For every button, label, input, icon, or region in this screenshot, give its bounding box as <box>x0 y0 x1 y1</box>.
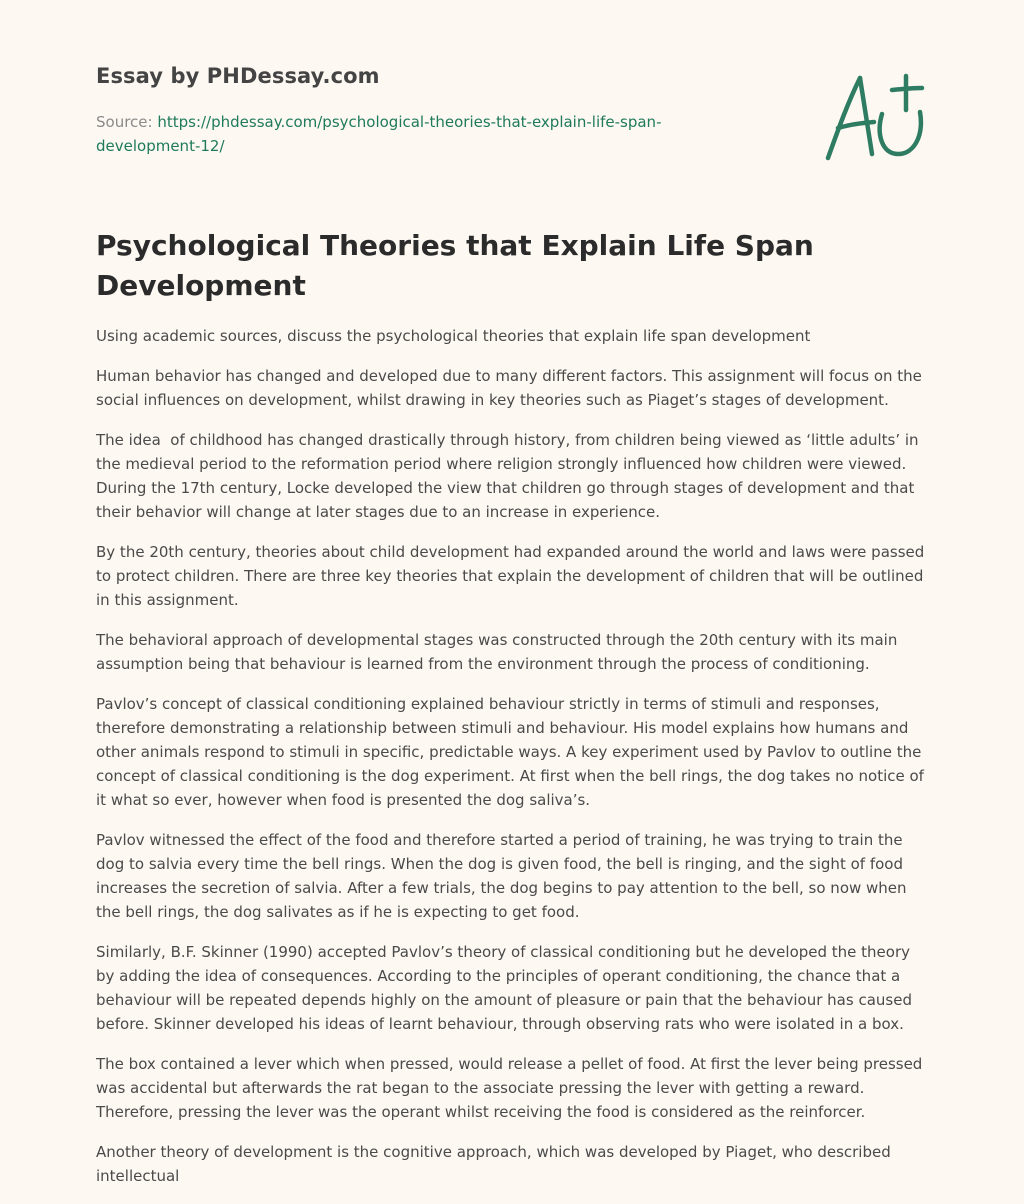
source-line <box>96 110 696 158</box>
paragraph: Pavlov witnessed the effect of the food and therefore started a period of training, he was trying to train the dog to salvia every time the bell rings. When the dog is given food, the bell is ringing, and the sight of food increases the secretion of salvia. After a few trials, the dog begins to pay attention to the bell, so now when the bell rings, the dog salivates as if he is expecting to get food. <box>96 831 912 921</box>
paragraph: Another theory of development is the cognitive approach, which was developed by Piaget, who described intellectual <box>96 1143 896 1185</box>
paragraph: By the 20th century, theories about child development had expanded around the world and laws were passed to protect children. There are three key theories that explain the development of children that will be outlined in this assignment. <box>96 543 930 609</box>
essay-title: Psychological Theories that Explain Life Span Development <box>96 229 814 302</box>
paragraph: Using academic sources, discuss the psychological theories that explain life span development <box>96 327 811 345</box>
source-link[interactable]: https://phdessay.com/psychological-theories-that-explain-life-span-development-12/ <box>96 113 662 155</box>
a-plus-logo-icon <box>824 70 928 166</box>
essay-body <box>96 324 930 1204</box>
paragraph: Pavlov’s concept of classical conditioning explained behaviour strictly in terms of stimuli and responses, therefore demonstrating a relationship between stimuli and behaviour. His model explains how humans and other animals respond to stimuli in specific, predictable ways. A key experiment used by Pavlov to outline the concept of classical conditioning is the dog experiment. At first when the bell rings, the dog takes no notice of it what so ever, however when food is presented the dog saliva’s. <box>96 695 929 809</box>
page <box>96 0 930 1185</box>
paragraph: The idea of childhood has changed drastically through history, from children being viewed as ‘little adults’ in the medieval period to the reformation period where religion strongly influenced how children were viewed. During the 17th century, Locke developed the view that children go through stages of development and that their behavior will change at later stages due to an increase in experience. <box>96 431 924 521</box>
site-title: Essay by PHDessay.com <box>96 64 380 88</box>
paragraph: Similarly, B.F. Skinner (1990) accepted Pavlov’s theory of classical conditioning but he developed the theory by adding the idea of consequences. According to the principles of operant conditioning, the chance that a behaviour will be repeated depends highly on the amount of pleasure or pain that the behaviour has caused before. Skinner developed his ideas of learnt behaviour, through observing rats who were isolated in a box. <box>96 943 917 1033</box>
paragraph: Human behavior has changed and developed due to many different factors. This assignment will focus on the social influences on development, whilst drawing in key theories such as Piaget’s stages of development. <box>96 367 927 409</box>
paragraph: The box contained a lever which when pressed, would release a pellet of food. At first the lever being pressed was accidental but afterwards the rat began to the associate pressing the lever with getting a reward. Therefore, pressing the lever was the operant whilst receiving the food is considered as the reinforcer. <box>96 1055 928 1121</box>
source-label: Source: <box>96 113 158 131</box>
paragraph: The behavioral approach of developmental stages was constructed through the 20th century with its main assumption being that behaviour is learned from the environment through the process of conditioning. <box>96 631 903 673</box>
site-header <box>96 0 930 190</box>
